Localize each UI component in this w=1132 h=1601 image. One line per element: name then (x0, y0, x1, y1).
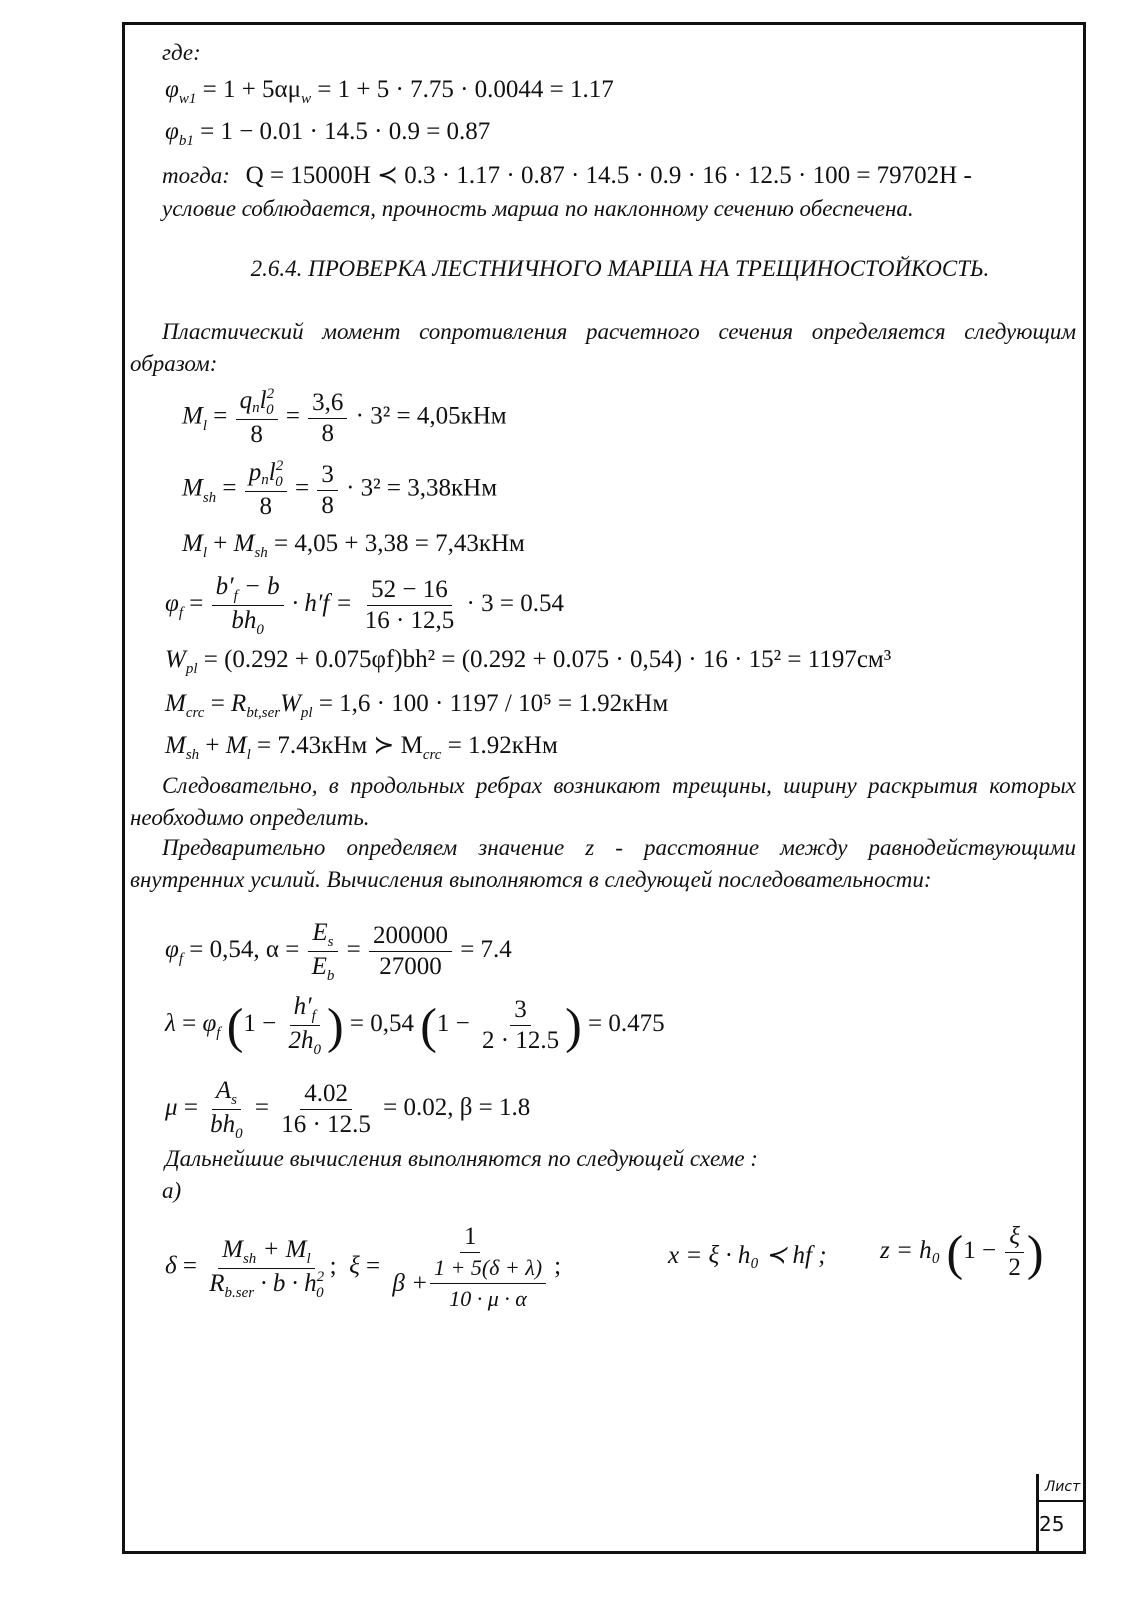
lambda-fraction-1: $\frac{h'_f}{2h_0}$ (288, 993, 321, 1058)
q-formula: Q = 15000H ≺ 0.3 · 1.17 · 0.87 · 14.5 · 0.9 · 16 · 12.5 · 100 = 79702H - (245, 162, 972, 189)
section-heading: 2.6.4. ПРОВЕРКА ЛЕСТНИЧНОГО МАРША НА ТРЕЩИНОСТОЙКОСТЬ. (250, 256, 990, 281)
intro-paragraph: Пластический момент сопротивления расчетного сечения определяется следующим образом: (130, 319, 1076, 376)
z-paragraph: Предварительно определяем значение z - расстояние между равнодействующими внутренних усилий. Вычисления выполняются в следующей последовательности: (130, 835, 1076, 892)
alpha-formula: $\varphi_f = 0,54$, α = $\frac{E_s}{E_b}$ = $\frac{200000}{27000}$ = 7.4 (165, 919, 512, 984)
phi-f-formula: $\varphi_f$ = $\frac{b'_f - b}{bh_0}$ · h′f = $\frac{52 - 16}{16 \cdot 12,5}$ · 3 = 0.54 (165, 573, 564, 638)
alpha-fraction-2: $\frac{200000}{27000}$ (369, 921, 452, 982)
phi-b1-formula: $\varphi_{b1} = 1 - 0.01 \cdot 14.5 \cdot 0.9 = 0.87$ (165, 118, 491, 149)
delta-xi-formulas: δ = $M_{sh} + M_l$ $R_{b.ser} \cdot b \cdot h^2_0$ ; ξ = 1 β + 1 + 5(δ + λ) 10 · μ · α ; (165, 1222, 561, 1314)
msh-result: · 3² = 3,38кНм (346, 474, 498, 502)
lambda-fraction-2: $\frac{3}{2 \cdot 12.5}$ (482, 996, 560, 1054)
phi-f-fraction-1: $\frac{b'_f - b}{bh_0}$ (212, 572, 284, 639)
wpl-formula: $W_{pl} = (0.292 + 0.075\varphi f)bh^2 = (0.292 + 0.075 \cdot 0,54) \cdot 16 \cdot 15^2 = 1197см^3$ (165, 646, 892, 677)
xi-fraction: 1 β + 1 + 5(δ + λ) 10 · μ · α (388, 1222, 552, 1314)
condition-text: условие соблюдается, прочность марша по наклонному сечению обеспечена. (162, 196, 914, 221)
ml-fraction-1: qnl$^2_0$ 8 (236, 386, 278, 450)
ml-formula: $M_l$ = qnl$^2_0$ 8 = $\frac{3,6}{8}$ · 3² = 4,05кНм (182, 386, 507, 448)
alpha-fraction-1: $\frac{E_s}{E_b}$ (308, 918, 339, 985)
item-a: а) (162, 1178, 182, 1203)
next-paragraph: Дальнейшие вычисления выполняются по следующей схеме : (165, 1146, 758, 1171)
msh-formula: $M_{sh}$ = pnl$^2_0$ 8 = $\frac{3}{8}$ · 3² = 3,38кНм (182, 458, 498, 520)
phi-b1-rhs: = 1 − 0.01 · 14.5 · 0.9 = 0.87 (200, 118, 491, 145)
ml-msh-rhs: = 4,05 + 3,38 = 7,43кНм (274, 530, 525, 557)
sheet-stamp (1036, 1474, 1086, 1554)
phi-w1-rest: = 1 + 5 · 7.75 · 0.0044 = 1.17 (317, 76, 614, 103)
mu-fraction-2: $\frac{4.02}{16 \cdot 12.5}$ (281, 1080, 371, 1138)
sheet-label: Лист (1039, 1474, 1086, 1502)
sheet-number: 25 (1039, 1512, 1065, 1536)
xi-inner-fraction: 1 + 5(δ + λ) 10 · μ · α (430, 1253, 546, 1314)
where-label: где: (162, 40, 201, 65)
phi-f-result: · 3 = 0.54 (466, 590, 564, 618)
q-check-line (162, 160, 972, 190)
ml-result: · 3² = 4,05кНм (355, 402, 507, 430)
x-formula: x = ξ · h₀ ≺ hf ; (668, 1242, 827, 1269)
msh-fraction-2: $\frac{3}{8}$ (317, 460, 338, 521)
mu-formula: μ = $\frac{A_s}{bh_0}$ = $\frac{4.02}{16 \cdot 12.5}$ = 0.02, β = 1.8 (165, 1077, 531, 1142)
z-formula: z = h₀ (1 − $\frac{\xi}{2}$ ) (880, 1223, 1044, 1281)
phi-f-mid: · h′f = (291, 590, 353, 618)
lambda-formula: $\lambda = \varphi_f$ (1 − $\frac{h'_f}{2h_0}$ ) = 0,54 (1 − $\frac{3}{2 \cdot 12.5}$ ) = 0.475 (165, 993, 665, 1058)
msh-fraction-1: pnl$^2_0$ 8 (245, 458, 287, 522)
phi-w1-formula: $\varphi_{w1} = 1 + 5\alpha\mu_w = 1 + 5 \cdot 7.75 \cdot 0.0044 = 1.17$ (165, 76, 614, 107)
moment-comparison: $M_{sh} + M_l = 7.43кНм$ ≻ $M_{crc} = 1.92кНм$ (165, 732, 558, 763)
mcrc-formula: $M_{crc} = R_{bt,ser}W_{pl} = 1,6 \cdot 100 \cdot 1197 / 10^5 = 1.92кНм$ (165, 690, 669, 721)
delta-fraction: $M_{sh} + M_l$ $R_{b.ser} \cdot b \cdot h^2_0$ (209, 1235, 325, 1301)
ml-fraction-2: $\frac{3,6}{8}$ (308, 388, 347, 449)
consequence-paragraph: Следовательно, в продольных ребрах возникают трещины, ширину раскрытия которых необходимо определить. (130, 773, 1076, 830)
ml-msh-sum: $M_l + M_{sh} = 4,05 + 3,38 = 7,43кНм$ (182, 530, 525, 561)
z-fraction: $\frac{\xi}{2}$ (1004, 1222, 1025, 1283)
then-label: тогда: (162, 163, 230, 188)
phi-w1-rhs: = 1 + 5αμ (202, 76, 302, 103)
mu-fraction-1: $\frac{A_s}{bh_0}$ (210, 1077, 243, 1142)
phi-f-fraction-2: $\frac{52 - 16}{16 \cdot 12,5}$ (364, 576, 455, 634)
